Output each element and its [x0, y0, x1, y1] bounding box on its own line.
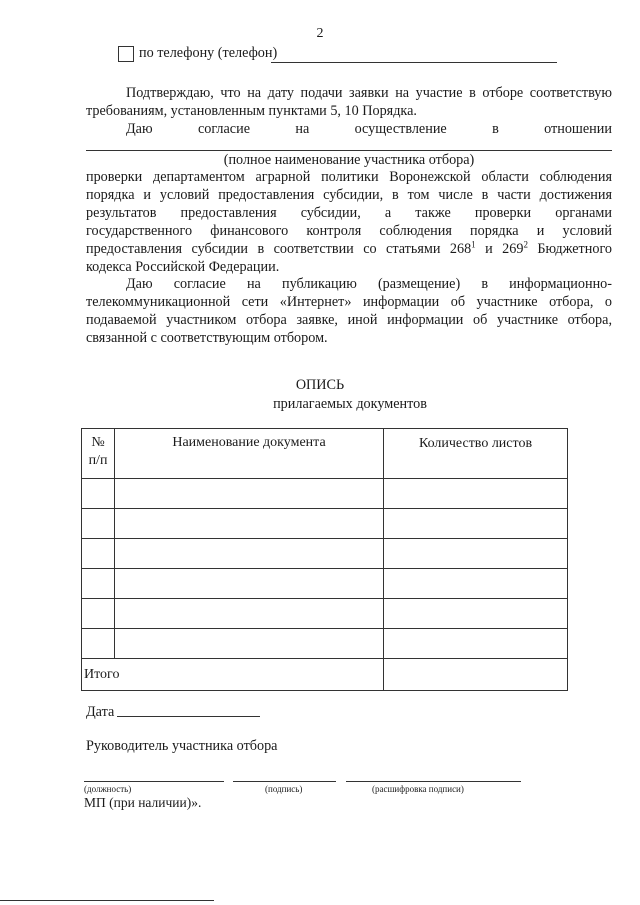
superscript-1: 1	[471, 239, 476, 250]
header-num-symbol: №	[91, 435, 105, 450]
row-num-cell[interactable]	[82, 509, 115, 539]
confirm-paragraph: Подтверждаю, что на дату подачи заявки на участие в отборе соответствую требованиям, установленным пунктами 5, 10 Порядка.	[86, 85, 612, 119]
date-input-line[interactable]	[117, 716, 260, 717]
consent-word: на	[295, 121, 310, 137]
articles-text-c: Бюджетного	[527, 241, 613, 257]
row-doc-cell[interactable]	[115, 569, 384, 599]
row-num-cell[interactable]	[82, 479, 115, 509]
row-doc-cell[interactable]	[115, 539, 384, 569]
consent-body-line-articles	[86, 240, 612, 258]
row-count-cell[interactable]	[384, 539, 568, 569]
consent-word: в	[492, 121, 499, 137]
inventory-table	[81, 428, 568, 691]
row-count-cell[interactable]	[384, 599, 568, 629]
publication-line: подаваемой участником отбора заявке, иной информации об участнике отбора,	[86, 312, 612, 328]
consent-body	[86, 168, 612, 276]
page-number: 2	[316, 26, 324, 41]
consent-body-line: проверки департаментом аграрной политики Воронежской области соблюдения	[86, 169, 612, 185]
publication-consent	[86, 275, 612, 347]
table-row	[82, 509, 568, 539]
total-label: Итого	[82, 659, 384, 691]
table-total-row	[82, 659, 568, 691]
articles-text-b: и 269	[475, 241, 524, 257]
table-row	[82, 629, 568, 659]
signature-line[interactable]	[233, 781, 336, 782]
row-count-cell[interactable]	[384, 479, 568, 509]
consent-body-line: государственного финансового контроля соблюдения порядка и условий	[86, 223, 612, 239]
header-doc-name: Наименование документа	[115, 429, 384, 479]
table-row	[82, 539, 568, 569]
consent-body-line: результатов предоставления субсидии, а также проверки органами	[86, 205, 612, 221]
row-num-cell[interactable]	[82, 569, 115, 599]
head-label: Руководитель участника отбора	[86, 738, 278, 754]
publication-line: телекоммуникационной сети «Интернет» информации об участнике отбора, о	[86, 294, 612, 310]
row-num-cell[interactable]	[82, 599, 115, 629]
row-doc-cell[interactable]	[115, 599, 384, 629]
decoding-caption: (расшифровка подписи)	[372, 784, 464, 794]
phone-label: по телефону (телефон)	[139, 45, 278, 61]
row-num-cell[interactable]	[82, 629, 115, 659]
row-count-cell[interactable]	[384, 629, 568, 659]
table-row	[82, 479, 568, 509]
consent-body-line: порядка и условий предоставления субсидии, в том числе в части достижения	[86, 187, 612, 203]
row-count-cell[interactable]	[384, 569, 568, 599]
consent-word: согласие	[197, 121, 250, 137]
consent-word: отношении	[544, 121, 612, 137]
row-doc-cell[interactable]	[115, 509, 384, 539]
header-num-abbrev: п/п	[88, 453, 108, 468]
row-doc-cell[interactable]	[115, 629, 384, 659]
consent-word: осуществление	[354, 121, 447, 137]
stamp-note: МП (при наличии)».	[84, 795, 202, 810]
superscript-2: 2	[523, 239, 528, 250]
decoding-line[interactable]	[346, 781, 521, 782]
position-line[interactable]	[84, 781, 224, 782]
inventory-title: ОПИСЬ	[295, 377, 345, 393]
signature-caption: (подпись)	[265, 784, 303, 794]
table-row	[82, 569, 568, 599]
phone-input-line[interactable]	[271, 62, 557, 63]
header-num	[82, 429, 115, 479]
articles-text-a: предоставления субсидии в соответствии со статьями 268	[86, 241, 472, 257]
total-count-cell[interactable]	[384, 659, 568, 691]
publication-line: Даю согласие на публикацию (размещение) в информационно-	[126, 276, 612, 292]
header-sheet-count: Количество листов	[384, 429, 568, 479]
row-num-cell[interactable]	[82, 539, 115, 569]
consent-body-last-line: кодекса Российской Федерации.	[86, 259, 280, 275]
position-caption: (должность)	[84, 784, 132, 794]
consent-first-line	[126, 120, 612, 138]
consent-word: Даю	[126, 121, 153, 137]
row-doc-cell[interactable]	[115, 479, 384, 509]
table-header-row	[82, 429, 568, 479]
inventory-subtitle: прилагаемых документов	[273, 396, 427, 412]
publication-last-line: связанной с соответствующим отбором.	[86, 330, 328, 346]
phone-checkbox[interactable]	[118, 46, 134, 62]
footnote-divider	[0, 900, 214, 901]
participant-name-caption: (полное наименование участника отбора)	[223, 152, 475, 168]
table-row	[82, 599, 568, 629]
row-count-cell[interactable]	[384, 509, 568, 539]
date-label: Дата	[86, 704, 115, 720]
